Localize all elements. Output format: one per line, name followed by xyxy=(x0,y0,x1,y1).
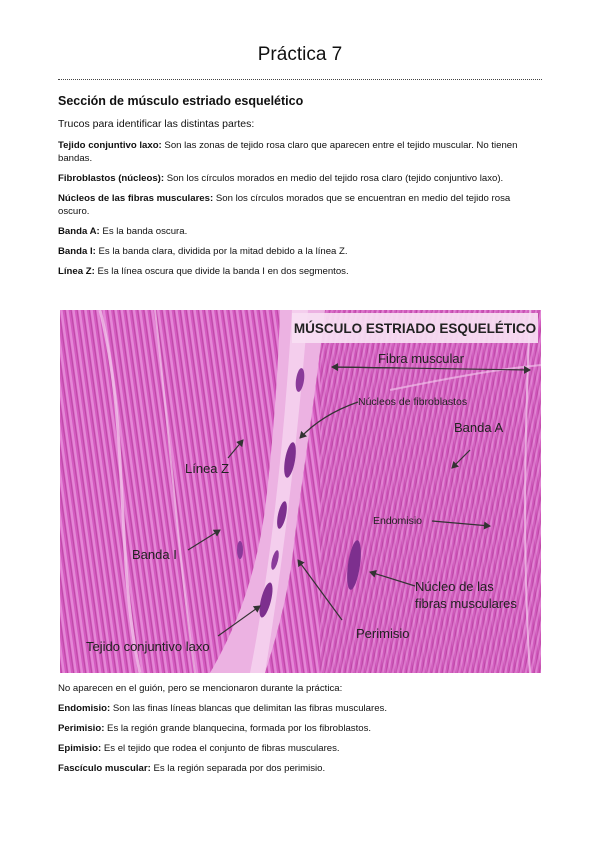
definition-text: Es la banda oscura. xyxy=(99,226,188,237)
note-text: Son las finas líneas blancas que delimitan las fibras musculares. xyxy=(110,703,387,714)
definition-text: Son las zonas de tejido rosa claro que aparecen entre el tejido muscular. No tienen bandas. xyxy=(58,140,518,164)
page-title: Práctica 7 xyxy=(257,44,343,65)
definition-text: Son los círculos morados en medio del tejido rosa claro (tejido conjuntivo laxo). xyxy=(164,173,504,184)
notes-list xyxy=(58,702,544,782)
note-item xyxy=(58,742,544,755)
definition-term: Banda A: xyxy=(58,226,100,237)
muscle-fiber-nucleus xyxy=(237,541,243,559)
section-intro: Trucos para identificar las distintas partes: xyxy=(58,118,255,130)
definition-item xyxy=(58,225,544,238)
label-endomisio: Endomisio xyxy=(373,515,423,527)
label-banda-i: Banda I xyxy=(132,547,177,562)
definition-item xyxy=(58,265,544,278)
note-item xyxy=(58,702,544,715)
definition-term: Banda I: xyxy=(58,246,96,257)
micrograph-title: MÚSCULO ESTRIADO ESQUELÉTICO xyxy=(293,321,537,336)
label-banda-a: Banda A xyxy=(454,420,504,435)
definition-term: Línea Z: xyxy=(58,266,95,277)
label-nucleo-line2: fibras musculares xyxy=(415,596,517,611)
note-term: Epimisio: xyxy=(58,743,102,754)
definition-text: Son los círculos morados que se encuentran en medio del tejido rosa oscuro. xyxy=(58,193,511,217)
definition-text: Es la línea oscura que divide la banda I en dos segmentos. xyxy=(94,266,349,277)
note-term: Endomisio: xyxy=(58,703,111,714)
label-fibra-muscular: Fibra muscular xyxy=(378,351,464,366)
label-nucleo-line1: Núcleo de las xyxy=(415,579,494,594)
dotted-divider xyxy=(58,79,542,80)
label-nucleos-fibroblastos: Núcleos de fibroblastos xyxy=(358,396,468,408)
label-tejido-conjuntivo: Tejido conjuntivo laxo xyxy=(86,639,210,654)
label-perimisio: Perimisio xyxy=(356,626,410,641)
definition-item xyxy=(58,245,544,258)
definition-text: Es la banda clara, dividida por la mitad debido a la línea Z. xyxy=(95,246,348,257)
definition-item xyxy=(58,192,544,218)
definition-term: Núcleos de las fibras musculares: xyxy=(58,193,214,204)
micrograph-svg xyxy=(60,310,541,673)
micrograph-figure xyxy=(60,310,541,673)
definitions-list xyxy=(58,139,544,285)
note-term: Fascículo muscular: xyxy=(58,763,151,774)
definition-item xyxy=(58,139,544,165)
note-term: Perimisio: xyxy=(58,723,105,734)
definition-item xyxy=(58,172,544,185)
section-heading: Sección de músculo estriado esquelético xyxy=(58,94,304,108)
definition-term: Tejido conjuntivo laxo: xyxy=(58,140,162,151)
note-item xyxy=(58,722,544,735)
definition-term: Fibroblastos (núcleos): xyxy=(58,173,165,184)
label-linea-z: Línea Z xyxy=(185,461,230,476)
note-text: Es la región separada por dos perimisio. xyxy=(150,763,326,774)
note-item xyxy=(58,762,544,775)
note-text: Es la región grande blanquecina, formada por los fibroblastos. xyxy=(104,723,372,734)
note-text: Es el tejido que rodea el conjunto de fibras musculares. xyxy=(101,743,340,754)
notes-intro: No aparecen en el guión, pero se mencionaron durante la práctica: xyxy=(58,683,343,694)
